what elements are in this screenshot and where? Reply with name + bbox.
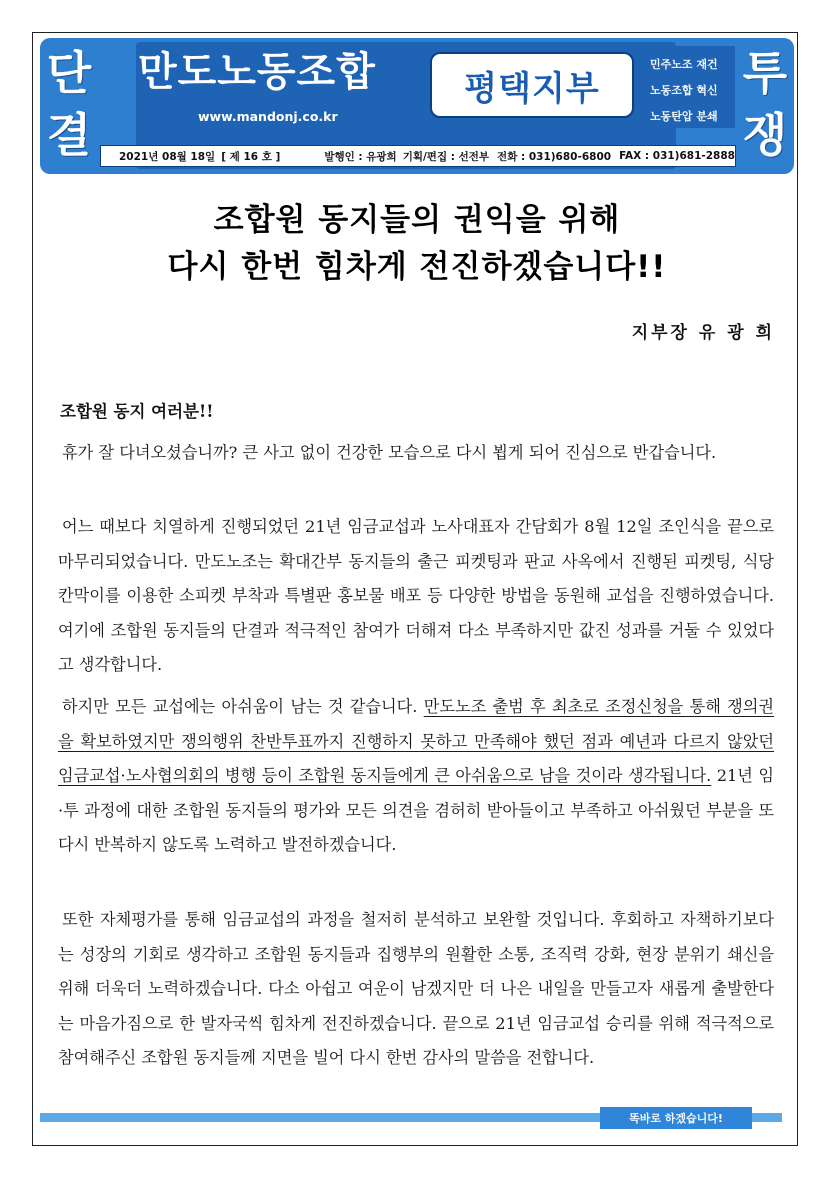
header-char-struggle-1: 투	[742, 46, 788, 100]
greeting: 조합원 동지 여러분!!	[60, 402, 214, 421]
union-name: 만도노동조합	[138, 49, 376, 95]
branch-badge	[430, 52, 634, 118]
issue-number: [ 제 16 호 ]	[221, 150, 281, 163]
header-char-unity-1: 단	[46, 46, 92, 100]
article-title-line1: 조합원 동지들의 권익을 위해	[213, 202, 621, 238]
paragraph-3-intro: 하지만 모든 교섭에는 아쉬움이 남는 것 같습니다.	[62, 697, 424, 716]
article-title-line2: 다시 한번 힘차게 전진하겠습니다!!	[167, 249, 667, 285]
slogan-2: 노동조합 혁신	[650, 84, 718, 97]
footer-tagline: 똑바로 하겠습니다!	[600, 1107, 752, 1129]
editor: 기획/편집 : 선전부	[402, 150, 490, 163]
slogan-1: 민주노조 재건	[650, 58, 718, 71]
issue-info-bar	[100, 145, 736, 167]
article-author: 지부장 유 광 희	[631, 323, 775, 343]
issue-date: 2021년 08월 18일	[119, 150, 216, 163]
paragraph-3	[58, 690, 774, 863]
union-url: www.mandonj.co.kr	[198, 109, 338, 124]
branch-name: 평택지부	[464, 68, 600, 109]
header-char-struggle-2: 쟁	[742, 108, 788, 162]
paragraph-3-outro: 21년 임·투 과정에 대한 조합원 동지들의 평가와 모든 의견을 겸허히 받아들이고 부족하고 아쉬웠던 부분을 또 다시 반복하지 않도록 노력하고 발전하겠습니다.	[58, 766, 774, 854]
fax: FAX : 031)681-2888	[619, 150, 735, 162]
phone: 전화 : 031)680-6800	[497, 150, 612, 163]
header-char-unity-2: 결	[46, 108, 92, 162]
footer-rule-tail	[752, 1113, 782, 1122]
slogan-3: 노동탄압 분쇄	[650, 110, 718, 123]
paragraph-4: 또한 자체평가를 통해 임금교섭의 과정을 철저히 분석하고 보완할 것입니다. 후회하고 자책하기보다는 성장의 기회로 생각하고 조합원 동지들과 집행부의 원활한 소통, 조직력 강화, 현장 분위기 쇄신을 위해 더욱더 노력하겠습니다. 다소 아쉽고 여운이 남겠지만 더 나은 내일을 만들고자 새롭게 출발한다는 마음가짐으로 한 발자국씩 힘차게 전진하겠습니다. 끝으로 21년 임금교섭 승리를 위해 적극적으로 참여해주신 조합원 동지들께 지면을 빌어 다시 한번 감사의 말씀을 전합니다.	[58, 910, 774, 1067]
paragraph-2: 어느 때보다 치열하게 진행되었던 21년 임금교섭과 노사대표자 간담회가 8월 12일 조인식을 끝으로 마무리되었습니다. 만도노조는 확대간부 동지들의 출근 피켓팅과 판교 사옥에서 진행된 피켓팅, 식당 칸막이를 이용한 소피켓 부착과 특별판 홍보물 배포 등 다양한 방법을 동원해 교섭을 진행하였습니다. 여기에 조합원 동지들의 단결과 적극적인 참여가 더해져 다소 부족하지만 값진 성과를 거둘 수 있었다고 생각합니다.	[58, 517, 774, 674]
paragraph-1: 휴가 잘 다녀오셨습니까? 큰 사고 없이 건강한 모습으로 다시 뵙게 되어 진심으로 반갑습니다.	[62, 443, 717, 462]
paragraph-3-underlined: 만도노조 출범 후 최초로 조정신청을 통해 쟁의권을 확보하였지만 쟁의행위 찬반투표까지 진행하지 못하고 만족해야 했던 점과 예년과 다르지 않았던 임금교섭·노사협의회의 병행 등이 조합원 동지들에게 큰 아쉬움으로 남을 것이라 생각됩니다.	[58, 697, 774, 785]
footer-rule	[40, 1113, 640, 1122]
publisher: 발행인 : 유광희	[324, 150, 397, 163]
